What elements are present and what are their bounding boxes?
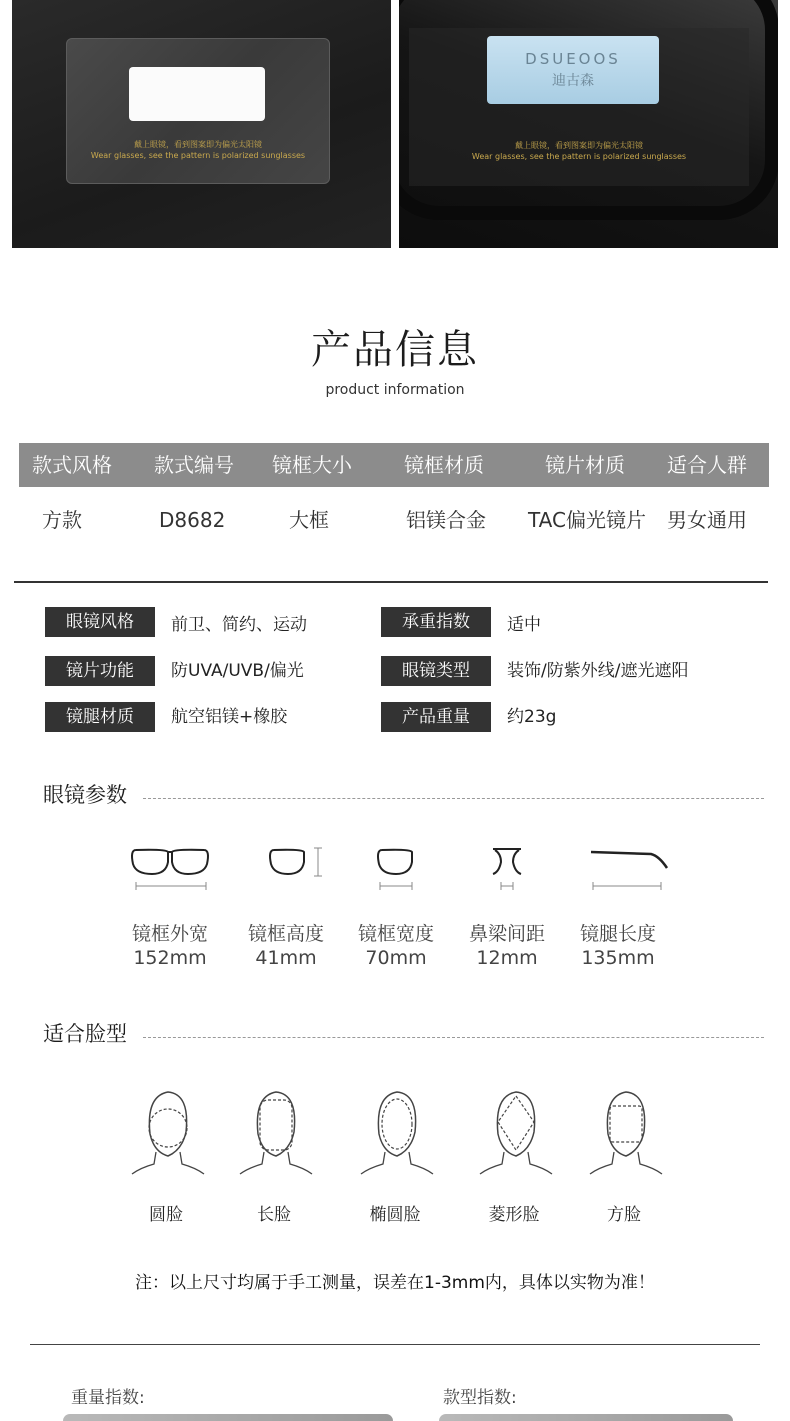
- spec-table-row: [19, 498, 769, 542]
- attr-value-temple-material: 航空铝镁+橡胶: [171, 707, 288, 727]
- spec-table-header: [19, 443, 769, 487]
- brand-logo-cn: 迪古森: [552, 73, 594, 89]
- face-label: 菱形脸: [488, 1205, 540, 1225]
- attr-key-type: 眼镜类型: [381, 656, 491, 686]
- section-title-product-info: 产品信息: [311, 327, 479, 373]
- oval-face-icon: [355, 1086, 435, 1176]
- table-cell: 大框: [289, 508, 329, 532]
- measurement-note: 注：以上尺寸均属于手工测量，误差在1-3mm内，具体以实物为准！: [135, 1273, 655, 1293]
- param-value: 135mm: [581, 947, 655, 969]
- face-label: 长脸: [257, 1205, 291, 1225]
- brand-label: [487, 36, 659, 104]
- table-header-cell: 款式编号: [154, 453, 234, 477]
- round-face-icon: [126, 1086, 206, 1176]
- card-text-cn: 戴上眼镜，看到图案即为偏光太阳镜: [515, 141, 643, 150]
- param-lens-width: [336, 840, 456, 970]
- brand-logo: DSUEOOS: [525, 50, 621, 68]
- attr-value-style: 前卫、简约、运动: [171, 615, 307, 635]
- attr-key-weight: 产品重量: [381, 702, 491, 732]
- polarized-test-card-through-lens: [409, 28, 749, 186]
- param-value: 12mm: [476, 947, 538, 969]
- polarized-test-card: [66, 38, 330, 184]
- dashed-divider: [143, 1037, 764, 1038]
- lens-width-icon: [346, 840, 446, 892]
- section-subtitle: product information: [325, 382, 465, 398]
- attr-value-weight: 约23g: [507, 707, 557, 727]
- table-cell: D8682: [159, 508, 226, 532]
- card-text-en: Wear glasses, see the pattern is polarized sunglasses: [471, 152, 687, 161]
- frame-width-icon: [120, 840, 220, 892]
- face-oval: [340, 1086, 450, 1225]
- param-label: 镜框高度: [247, 923, 324, 945]
- test-card-window: [129, 67, 265, 121]
- param-label: 镜框宽度: [357, 923, 434, 945]
- section-title-params: 眼镜参数: [43, 783, 127, 807]
- section-title-faces: 适合脸型: [43, 1022, 127, 1046]
- long-face-icon: [234, 1086, 314, 1176]
- face-square: [569, 1086, 679, 1225]
- weight-index-bar: [63, 1414, 393, 1421]
- face-diamond: [459, 1086, 569, 1225]
- param-frame-width: [110, 840, 230, 970]
- attr-key-lens-function: 镜片功能: [45, 656, 155, 686]
- polarized-test-photo-left: [12, 0, 391, 248]
- divider: [14, 581, 768, 583]
- param-frame-height: [226, 840, 346, 970]
- face-label: 圆脸: [149, 1205, 183, 1225]
- table-cell: 方款: [42, 508, 82, 532]
- style-index-label: 款型指数:: [443, 1388, 517, 1408]
- face-long: [219, 1086, 329, 1225]
- param-label: 鼻梁间距: [468, 923, 545, 945]
- polarized-test-photo-right: [399, 0, 778, 248]
- param-value: 152mm: [133, 947, 207, 969]
- diamond-face-icon: [474, 1086, 554, 1176]
- attr-key-load: 承重指数: [381, 607, 491, 637]
- face-label: 方脸: [607, 1205, 641, 1225]
- attr-value-load: 适中: [507, 615, 541, 635]
- card-text-cn: 戴上眼镜，看到图案即为偏光太阳镜: [134, 140, 262, 149]
- card-text-en: Wear glasses, see the pattern is polarized sunglasses: [90, 151, 306, 160]
- attr-value-lens-function: 防UVA/UVB/偏光: [171, 661, 304, 681]
- temple-length-icon: [563, 840, 673, 892]
- square-face-icon: [584, 1086, 664, 1176]
- param-label: 镜框外宽: [131, 923, 208, 945]
- table-header-cell: 镜片材质: [545, 453, 625, 477]
- bridge-icon: [457, 840, 557, 892]
- param-value: 41mm: [255, 947, 317, 969]
- table-header-cell: 款式风格: [32, 453, 112, 477]
- table-cell: 男女通用: [667, 508, 747, 532]
- dashed-divider: [143, 798, 764, 799]
- divider: [30, 1344, 760, 1345]
- weight-index-label: 重量指数:: [71, 1388, 145, 1408]
- attr-key-style: 眼镜风格: [45, 607, 155, 637]
- param-bridge: [447, 840, 567, 970]
- param-temple-length: [558, 840, 678, 970]
- table-header-cell: 镜框大小: [272, 453, 352, 477]
- attr-key-temple-material: 镜腿材质: [45, 702, 155, 732]
- table-cell: TAC偏光镜片: [528, 508, 646, 532]
- face-round: [111, 1086, 221, 1225]
- param-label: 镜腿长度: [579, 923, 656, 945]
- table-header-cell: 适合人群: [667, 453, 747, 477]
- style-index-bar: [439, 1414, 733, 1421]
- table-header-cell: 镜框材质: [404, 453, 484, 477]
- face-label: 椭圆脸: [369, 1205, 421, 1225]
- param-value: 70mm: [365, 947, 427, 969]
- table-cell: 铝镁合金: [406, 508, 486, 532]
- frame-height-icon: [236, 840, 336, 892]
- attr-value-type: 装饰/防紫外线/遮光遮阳: [507, 661, 689, 681]
